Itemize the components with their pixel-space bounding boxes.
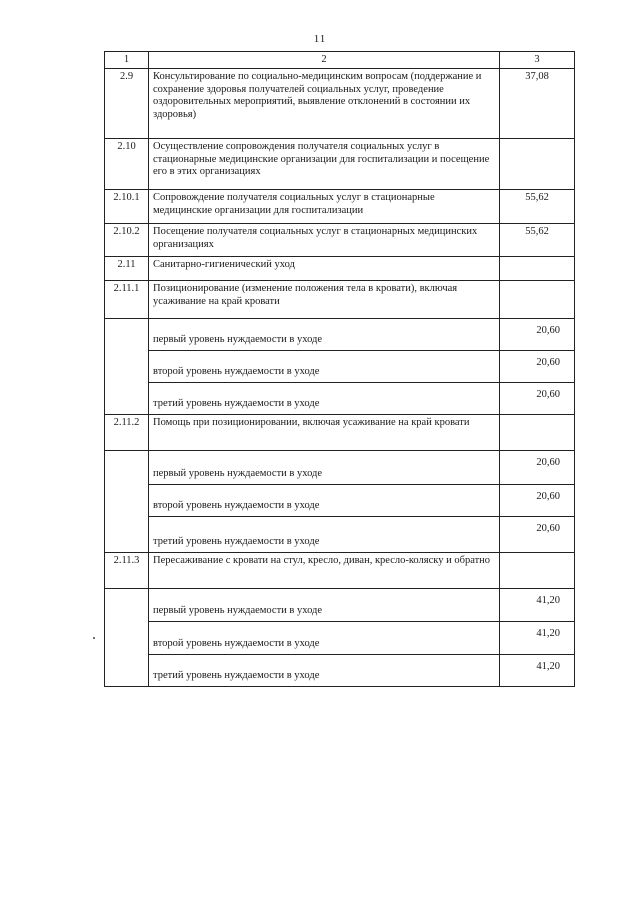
tariff-table (104, 51, 575, 687)
row-number: 2.11.3 (105, 553, 149, 589)
row-number (105, 485, 149, 517)
table-subrow (105, 351, 575, 383)
row-value: 20,60 (500, 517, 575, 553)
row-value: 20,60 (500, 319, 575, 351)
table-subrow (105, 589, 575, 622)
row-description: второй уровень нуждаемости в уходе (149, 622, 500, 655)
row-number: 2.10.1 (105, 190, 149, 224)
table-subrow (105, 622, 575, 655)
row-value (500, 257, 575, 281)
row-number (105, 319, 149, 351)
table-row (105, 553, 575, 589)
row-number (105, 517, 149, 553)
row-description: третий уровень нуждаемости в уходе (149, 517, 500, 553)
row-description: Сопровождение получателя социальных услуг в стационарные медицинские организации для госпитализации (149, 190, 500, 224)
row-number: 2.11.2 (105, 415, 149, 451)
header-row (105, 52, 575, 69)
row-description: Осуществление сопровождения получателя социальных услуг в стационарные медицинские организации для госпитализации и посещение его в этих организациях (149, 139, 500, 190)
table-row (105, 69, 575, 139)
table-subrow (105, 451, 575, 485)
table-subrow (105, 319, 575, 351)
column-header-2: 2 (149, 52, 500, 69)
row-value (500, 139, 575, 190)
row-number: 2.11 (105, 257, 149, 281)
row-value: 41,20 (500, 655, 575, 687)
row-number: 2.10.2 (105, 224, 149, 257)
row-value: 55,62 (500, 224, 575, 257)
table-row (105, 257, 575, 281)
row-description: Консультирование по социально-медицинским вопросам (поддержание и сохранение здоровья получателей социальных услуг, проведение оздоровительных мероприятий, выявление отклонений в состоянии их здоровья) (149, 69, 500, 139)
row-value (500, 415, 575, 451)
row-value: 20,60 (500, 485, 575, 517)
row-number (105, 589, 149, 622)
table-row (105, 190, 575, 224)
row-value: 41,20 (500, 622, 575, 655)
row-value: 20,60 (500, 451, 575, 485)
row-number (105, 622, 149, 655)
row-number (105, 351, 149, 383)
page-number: 11 (313, 33, 327, 45)
row-number (105, 655, 149, 687)
row-value: 20,60 (500, 351, 575, 383)
row-description: первый уровень нуждаемости в уходе (149, 589, 500, 622)
row-description: третий уровень нуждаемости в уходе (149, 655, 500, 687)
row-number: 2.9 (105, 69, 149, 139)
row-description: второй уровень нуждаемости в уходе (149, 485, 500, 517)
table-subrow (105, 517, 575, 553)
row-value (500, 553, 575, 589)
row-description: Пересаживание с кровати на стул, кресло, диван, кресло-коляску и обратно (149, 553, 500, 589)
row-description: первый уровень нуждаемости в уходе (149, 451, 500, 485)
row-description: второй уровень нуждаемости в уходе (149, 351, 500, 383)
table-row (105, 281, 575, 319)
table-row (105, 139, 575, 190)
row-number (105, 383, 149, 415)
row-description: третий уровень нуждаемости в уходе (149, 383, 500, 415)
row-description: первый уровень нуждаемости в уходе (149, 319, 500, 351)
row-number: 2.10 (105, 139, 149, 190)
row-description: Посещение получателя социальных услуг в стационарных медицинских организациях (149, 224, 500, 257)
row-number (105, 451, 149, 485)
row-value: 41,20 (500, 589, 575, 622)
row-value: 55,62 (500, 190, 575, 224)
scan-speck (93, 637, 95, 639)
table-subrow (105, 485, 575, 517)
column-header-1: 1 (105, 52, 149, 69)
table-row (105, 224, 575, 257)
row-description: Помощь при позиционировании, включая усаживание на край кровати (149, 415, 500, 451)
row-description: Позиционирование (изменение положения тела в кровати), включая усаживание на край кровати (149, 281, 500, 319)
column-header-3: 3 (500, 52, 575, 69)
table-row (105, 415, 575, 451)
row-value (500, 281, 575, 319)
table-subrow (105, 383, 575, 415)
row-value: 37,08 (500, 69, 575, 139)
row-value: 20,60 (500, 383, 575, 415)
row-number: 2.11.1 (105, 281, 149, 319)
row-description: Санитарно-гигиенический уход (149, 257, 500, 281)
table-subrow (105, 655, 575, 687)
